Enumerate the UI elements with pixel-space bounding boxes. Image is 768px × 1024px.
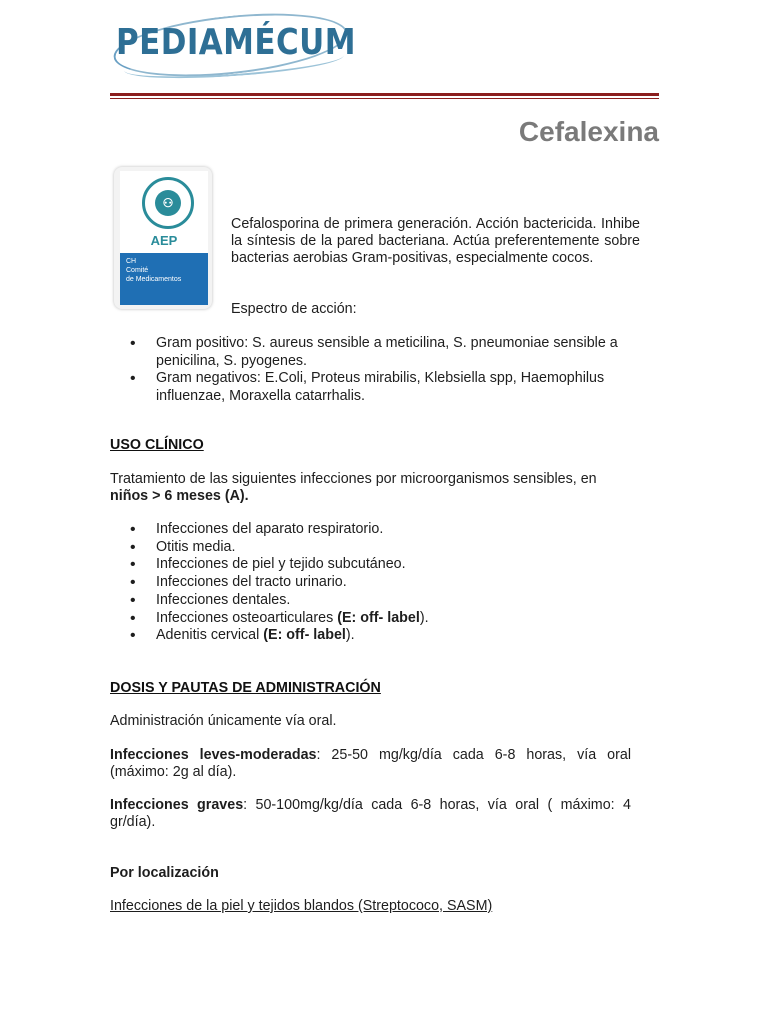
aep-acronym: AEP <box>150 233 178 248</box>
pediamecum-logo <box>110 10 355 76</box>
list-item: • Infecciones de piel y tejido subcutáneo. <box>110 556 660 574</box>
children-figures-icon: ⚇ <box>162 196 174 210</box>
osteo-end: ). <box>419 609 429 626</box>
list-item: • Otitis media. <box>110 539 660 557</box>
osteo-offlabel: (E: off- label <box>337 609 420 626</box>
aep-seal-center <box>155 190 181 216</box>
uso-clinico-intro-text: Tratamiento de las siguientes infecciones por microorganismos sensibles, en <box>110 471 597 487</box>
por-localizacion-label: Por localización <box>110 865 219 881</box>
adenitis-offlabel: (E: off- label <box>263 627 346 644</box>
dosis-route: Administración únicamente vía oral. <box>110 713 337 729</box>
list-item: • Gram negativos: E.Coli, Proteus mirabilis, Klebsiella spp, Haemophilus influenzae, Moraxella catarrhalis. <box>110 370 660 405</box>
dosis-mild-label: Infecciones leves-moderadas <box>110 747 317 763</box>
adenitis-text: Adenitis cervical <box>156 627 264 644</box>
dosis-mild <box>110 747 631 781</box>
list-item: • Infecciones del tracto urinario. <box>110 574 660 592</box>
indications-list <box>110 521 660 645</box>
skin-infections-subheading: Infecciones de la piel y tejidos blandos (Streptococo, SASM) <box>110 898 493 914</box>
list-item: • Gram positivo: S. aureus sensible a meticilina, S. pneumoniae sensible a penicilina, S. pyogenes. <box>110 335 660 370</box>
committee-line2: de Medicamentos <box>126 276 182 283</box>
drug-title: Cefalexina <box>518 116 659 147</box>
header-rule-thin <box>110 98 659 99</box>
committee-code: CH <box>126 258 137 265</box>
list-item: • Infecciones del aparato respiratorio. <box>110 521 660 539</box>
section-heading-uso-clinico: USO CLÍNICO <box>110 437 204 453</box>
dosis-severe-label: Infecciones graves <box>110 797 244 813</box>
uso-clinico-age: niños > 6 meses (A). <box>110 488 249 504</box>
uso-clinico-intro <box>110 471 660 505</box>
adenitis-end: ). <box>345 627 355 644</box>
dosis-mild-text: : 25-50 mg/kg/día cada 6-8 horas, vía oral (máximo: 2g al día). <box>110 747 631 780</box>
spectrum-list <box>110 335 660 406</box>
list-item-adenitis <box>110 627 660 645</box>
aep-badge <box>114 167 212 309</box>
aep-badge-committee <box>120 253 208 305</box>
dosis-severe <box>110 797 631 831</box>
aep-seal-icon <box>142 177 194 229</box>
list-item: • Infecciones dentales. <box>110 592 660 610</box>
logo-text: PEDIAMÉCUM <box>116 22 356 63</box>
list-item-osteoarticulares <box>110 610 660 628</box>
header-rule-thick <box>110 93 659 96</box>
section-heading-dosis: DOSIS Y PAUTAS DE ADMINISTRACIÓN <box>110 680 381 696</box>
osteo-text: Infecciones osteoarticulares <box>156 609 338 626</box>
spectrum-label: Espectro de acción: <box>231 301 357 317</box>
committee-line1: Comité <box>126 267 149 274</box>
aep-badge-top <box>120 171 208 253</box>
drug-description: Cefalosporina de primera generación. Acción bactericida. Inhibe la síntesis de la pared bacteriana. Actúa preferentemente sobre bacterias aerobias Gram-positivas, especialmente cocos. <box>231 216 640 266</box>
dosis-severe-text: : 50-100mg/kg/día cada 6-8 horas, vía oral ( máximo: 4 gr/día). <box>110 797 631 830</box>
